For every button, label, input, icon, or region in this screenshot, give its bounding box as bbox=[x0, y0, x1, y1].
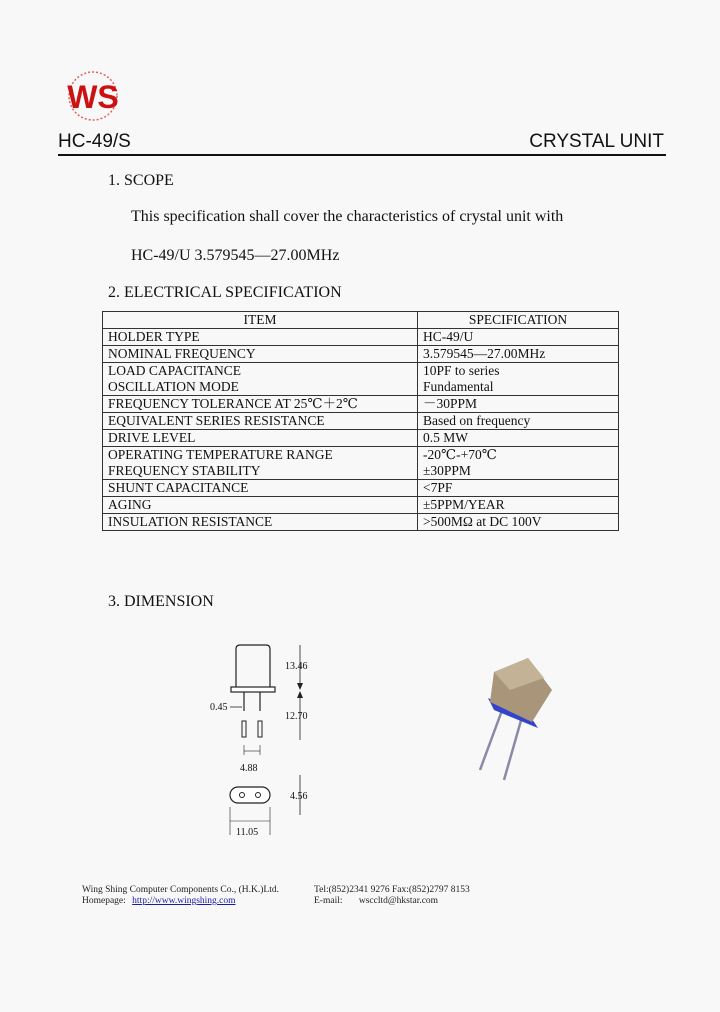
email-label: E-mail: bbox=[314, 896, 343, 906]
scope-text-line1: This specification shall cover the characteristics of crystal unit with bbox=[131, 208, 564, 225]
spec-value: HC-49/U bbox=[423, 329, 474, 344]
dim-label-lead-dia: 0.45 bbox=[210, 702, 228, 713]
table-header-row bbox=[103, 312, 619, 329]
spec-item-cell bbox=[103, 430, 418, 447]
col-header-item: ITEM bbox=[103, 312, 418, 329]
spec-value: >500MΩ at DC 100V bbox=[423, 514, 542, 529]
table-body bbox=[103, 329, 619, 531]
crystal-base-flange bbox=[231, 687, 275, 692]
spec-item-cell bbox=[103, 413, 418, 430]
spec-item-label: NOMINAL FREQUENCY bbox=[108, 346, 256, 361]
spec-value: Based on frequency bbox=[423, 413, 531, 428]
spec-value-cell bbox=[418, 447, 619, 480]
bottom-view-outline bbox=[230, 787, 270, 803]
scope-heading: 1. SCOPE bbox=[108, 172, 174, 189]
dim-label-body-height: 13.46 bbox=[285, 661, 308, 672]
spec-item-cell bbox=[103, 346, 418, 363]
spec-item-cell bbox=[103, 514, 418, 531]
col-header-specification: SPECIFICATION bbox=[418, 312, 619, 329]
spec-item-label: LOAD CAPACITANCE bbox=[108, 363, 242, 378]
table-row bbox=[103, 396, 619, 413]
dim-label-lead-length: 12.70 bbox=[285, 711, 308, 722]
footer-homepage bbox=[82, 896, 236, 907]
spec-item-cell bbox=[103, 497, 418, 514]
spec-value-cell bbox=[418, 396, 619, 413]
spec-value-cell bbox=[418, 413, 619, 430]
spec-value-cell bbox=[418, 480, 619, 497]
electrical-heading: 2. ELECTRICAL SPECIFICATION bbox=[108, 284, 342, 301]
spec-item-cell bbox=[103, 480, 418, 497]
spec-item-label: AGING bbox=[108, 497, 152, 512]
header-divider bbox=[58, 154, 666, 156]
dim-arrow-up bbox=[297, 691, 303, 698]
spec-item-label: FREQUENCY TOLERANCE AT 25℃＋2℃ bbox=[108, 396, 358, 411]
dim-label-width: 11.05 bbox=[236, 827, 259, 838]
spec-value: 3.579545—27.00MHz bbox=[423, 346, 546, 361]
email-address[interactable]: wsccltd@hkstar.com bbox=[358, 896, 439, 906]
spec-item-cell bbox=[103, 363, 418, 396]
spec-item-label: EQUIVALENT SERIES RESISTANCE bbox=[108, 413, 325, 428]
spec-item-label: DRIVE LEVEL bbox=[108, 430, 196, 445]
spec-value-cell bbox=[418, 346, 619, 363]
lead-left-lower bbox=[242, 721, 246, 737]
spec-value: 0.5 MW bbox=[423, 430, 468, 445]
crystal-body-outline bbox=[236, 645, 270, 687]
spec-value-cell bbox=[418, 363, 619, 396]
table-row bbox=[103, 447, 619, 480]
spec-value: -20℃-+70℃ bbox=[423, 447, 497, 462]
footer-company: Wing Shing Computer Components Co., (H.K.)Ltd. bbox=[82, 885, 279, 895]
document-title: CRYSTAL UNIT bbox=[529, 131, 664, 152]
table-row bbox=[103, 514, 619, 531]
table-row bbox=[103, 329, 619, 346]
dim-arrow-down bbox=[297, 683, 303, 690]
spec-item-label: OPERATING TEMPERATURE RANGE bbox=[108, 447, 333, 462]
table-row bbox=[103, 363, 619, 396]
table-row bbox=[103, 430, 619, 447]
spec-item-label: SHUNT CAPACITANCE bbox=[108, 480, 249, 495]
spec-value-cell bbox=[418, 329, 619, 346]
spec-item-label: INSULATION RESISTANCE bbox=[108, 514, 273, 529]
dimension-heading: 3. DIMENSION bbox=[108, 593, 214, 610]
homepage-label: Homepage: bbox=[82, 896, 126, 906]
spec-value-cell bbox=[418, 514, 619, 531]
spec-value-cell bbox=[418, 430, 619, 447]
spec-value: Fundamental bbox=[423, 379, 494, 394]
electrical-spec-table bbox=[102, 311, 619, 531]
dimension-drawing bbox=[200, 635, 330, 845]
spec-item-label: HOLDER TYPE bbox=[108, 329, 200, 344]
spec-value-cell bbox=[418, 497, 619, 514]
dim-label-depth: 4.56 bbox=[290, 791, 308, 802]
table-row bbox=[103, 413, 619, 430]
model-number: HC-49/S bbox=[58, 131, 131, 152]
table-row bbox=[103, 497, 619, 514]
spec-item-cell bbox=[103, 329, 418, 346]
footer-tel-fax: Tel:(852)2341 9276 Fax:(852)2797 8153 bbox=[314, 885, 470, 895]
lead-right-lower bbox=[258, 721, 262, 737]
homepage-link[interactable]: http://www.wingshing.com bbox=[132, 896, 236, 906]
spec-item-label: OSCILLATION MODE bbox=[108, 379, 239, 394]
company-logo bbox=[60, 70, 126, 122]
footer-email bbox=[314, 896, 438, 907]
logo-text: WS bbox=[67, 79, 119, 115]
dim-label-lead-spacing: 4.88 bbox=[240, 763, 258, 774]
spec-value: －30PPM bbox=[423, 396, 478, 411]
table-row bbox=[103, 480, 619, 497]
spec-value: <7PF bbox=[423, 480, 453, 495]
spec-value: ±30PPM bbox=[423, 463, 471, 478]
spec-value: ±5PPM/YEAR bbox=[423, 497, 505, 512]
scope-text-line2: HC-49/U 3.579545—27.00MHz bbox=[131, 247, 340, 264]
table-row bbox=[103, 346, 619, 363]
spec-value: 10PF to series bbox=[423, 363, 500, 378]
spec-item-cell bbox=[103, 396, 418, 413]
spec-item-label: FREQUENCY STABILITY bbox=[108, 463, 261, 478]
spec-item-cell bbox=[103, 447, 418, 480]
crystal-photo bbox=[460, 650, 570, 785]
